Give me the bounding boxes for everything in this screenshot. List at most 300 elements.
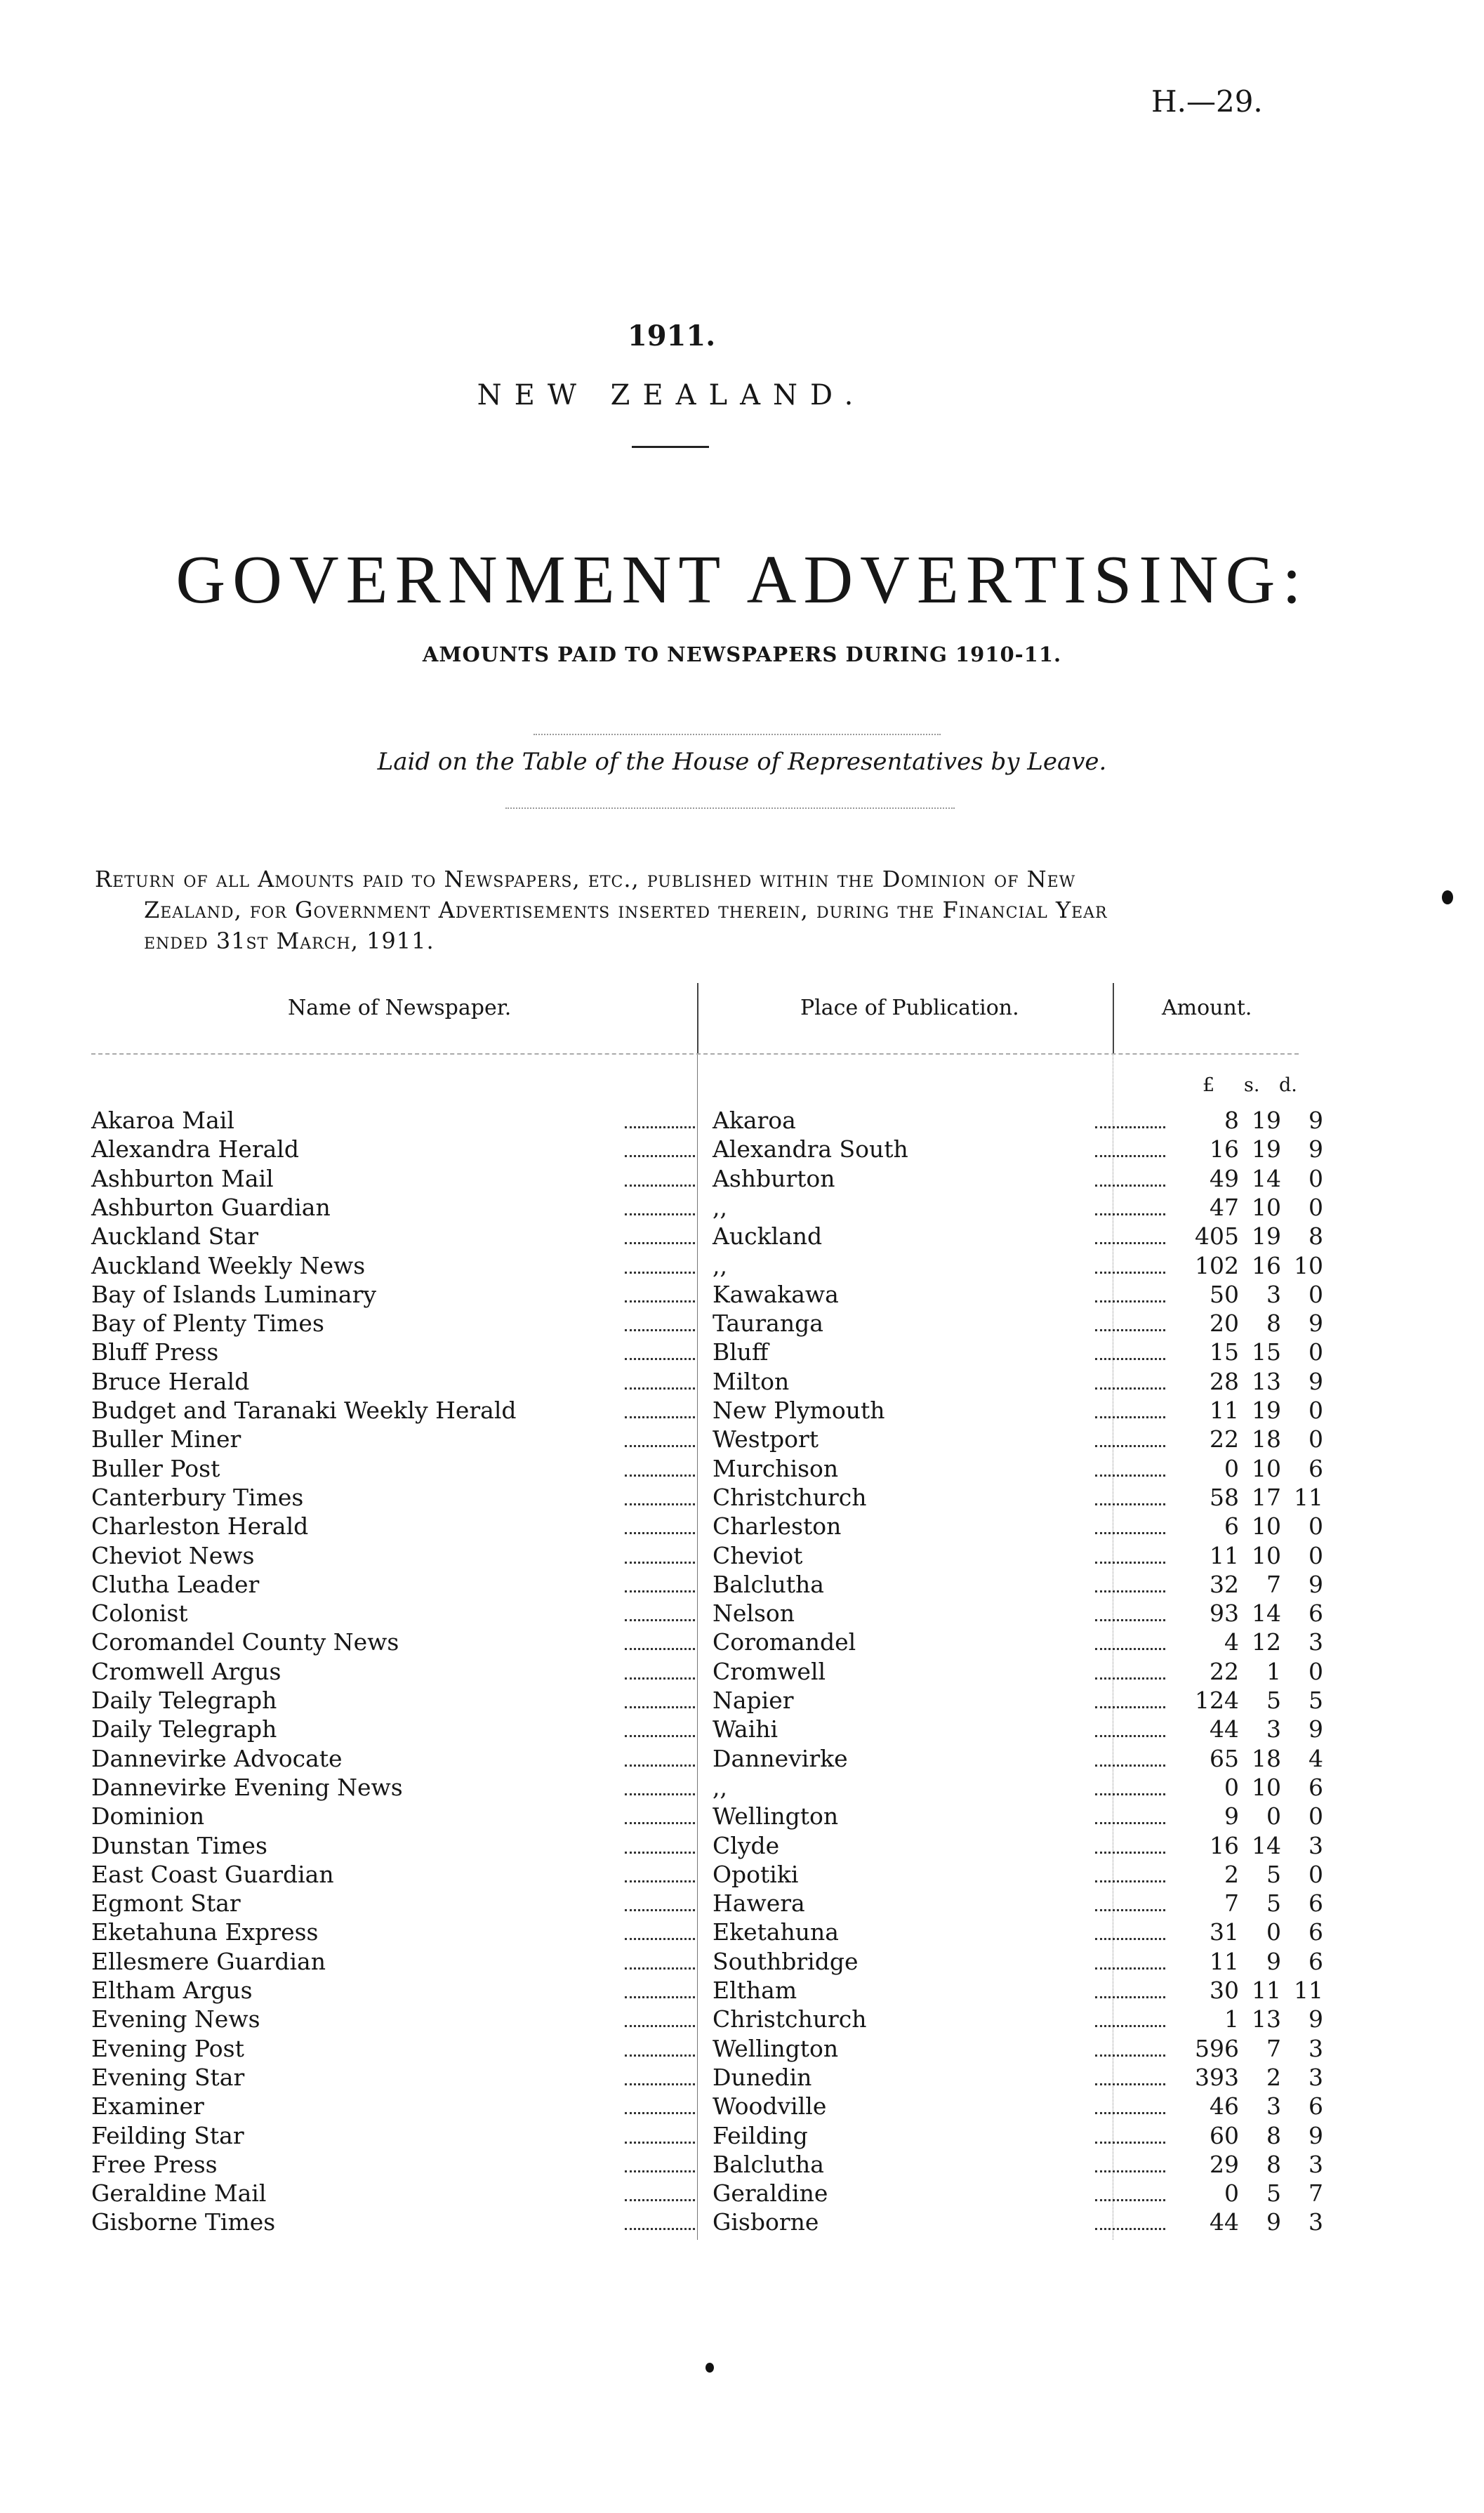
dot-leader (1095, 1222, 1165, 1251)
amount-pence: 10 (1294, 1251, 1323, 1279)
amount-shillings: 5 (1266, 1889, 1281, 1918)
newspaper-name: Dunstan Times (91, 1831, 267, 1859)
column-divider-2 (1113, 983, 1114, 1053)
table-row (91, 1570, 1323, 1599)
amount-pounds: 9 (1224, 1802, 1239, 1831)
document-year: 1911. (627, 319, 716, 352)
dot-leader (625, 1251, 709, 1280)
place-of-publication: Geraldine (713, 2179, 828, 2208)
amount-shillings: 3 (1266, 1715, 1281, 1743)
header-place-of-publication: Place of Publication. (800, 996, 1019, 1020)
amount-pounds: 49 (1210, 1164, 1239, 1192)
dot-leader (625, 1599, 709, 1628)
amount-pounds: 22 (1210, 1657, 1239, 1685)
amount-pounds: 20 (1210, 1310, 1239, 1338)
amount-pence: 0 (1309, 1512, 1323, 1541)
dot-leader (625, 1773, 709, 1802)
dot-leader (1095, 1570, 1165, 1599)
amount-shillings: 19 (1252, 1107, 1281, 1134)
newspaper-name: Egmont Star (91, 1889, 241, 1918)
table-row (91, 1309, 1323, 1338)
place-of-publication: Kawakawa (713, 1280, 839, 1308)
newspaper-name: Charleston Herald (91, 1512, 309, 1541)
place-of-publication: Clyde (713, 1831, 780, 1859)
dot-leader (625, 1686, 709, 1715)
dot-leader (625, 1657, 709, 1686)
amount-pounds: 28 (1210, 1367, 1239, 1395)
dot-leader (625, 1483, 709, 1512)
amount-shillings: 7 (1266, 1570, 1281, 1598)
page-title: GOVERNMENT ADVERTISING: (175, 542, 1309, 618)
amount-shillings: 9 (1266, 2208, 1281, 2236)
table-row (91, 2208, 1323, 2236)
return-line-2: Zealand, for Government Advertisements inserted therein, during the Financial Year (144, 897, 1108, 923)
newspaper-name: Dannevirke Advocate (91, 1744, 343, 1772)
amount-pounds: 30 (1210, 1977, 1239, 2004)
money-unit-pounds: £ (1203, 1074, 1215, 1096)
dot-leader (1095, 1860, 1165, 1889)
dot-leader (625, 2034, 709, 2063)
amount-shillings: 18 (1252, 1425, 1281, 1453)
short-rule (632, 446, 709, 448)
amount-pence: 9 (1309, 1715, 1323, 1743)
table-row (91, 2150, 1323, 2179)
place-of-publication: Gisborne (713, 2208, 819, 2236)
dot-leader (625, 1309, 709, 1338)
dot-leader (625, 2150, 709, 2179)
amount-pounds: 22 (1210, 1425, 1239, 1453)
table-row (91, 1396, 1323, 1425)
dot-leader (1095, 1657, 1165, 1686)
amount-shillings: 13 (1252, 2005, 1281, 2033)
amount-shillings: 10 (1252, 1541, 1281, 1569)
money-unit-shillings: s. (1244, 1074, 1260, 1096)
place-of-publication: Christchurch (713, 1483, 867, 1511)
dot-leader (625, 2092, 709, 2120)
amount-pounds: 11 (1210, 1541, 1239, 1569)
amount-pounds: 16 (1210, 1135, 1239, 1163)
dot-leader (1095, 1135, 1165, 1163)
newspaper-name: Gisborne Times (91, 2208, 276, 2236)
dot-leader (1095, 1454, 1165, 1483)
amount-pence: 0 (1309, 1860, 1323, 1888)
amount-shillings: 10 (1252, 1773, 1281, 1801)
place-of-publication: Feilding (713, 2121, 808, 2149)
amount-shillings: 14 (1252, 1164, 1281, 1192)
amount-pounds: 2 (1224, 1860, 1239, 1888)
newspaper-name: Examiner (91, 2092, 204, 2120)
place-of-publication: Milton (713, 1367, 790, 1395)
amount-pence: 6 (1309, 1947, 1323, 1975)
amount-pounds: 31 (1210, 1918, 1239, 1946)
amount-shillings: 10 (1252, 1193, 1281, 1221)
dot-leader (625, 1802, 709, 1831)
dot-leader (625, 1715, 709, 1743)
amount-shillings: 0 (1266, 1918, 1281, 1946)
dot-leader (1095, 1541, 1165, 1570)
table-row (91, 2121, 1323, 2150)
dot-leader (625, 1338, 709, 1366)
amount-shillings: 8 (1266, 2150, 1281, 2178)
newspaper-name: Colonist (91, 1600, 188, 1628)
dot-leader (625, 2063, 709, 2092)
dot-leader (625, 2005, 709, 2033)
amount-pence: 11 (1294, 1483, 1323, 1511)
dot-leader (625, 2179, 709, 2208)
amount-pounds: 6 (1224, 1512, 1239, 1541)
place-of-publication: Wellington (713, 1802, 839, 1831)
amount-shillings: 8 (1266, 1310, 1281, 1338)
table-row (91, 1367, 1323, 1396)
place-of-publication: Hawera (713, 1889, 805, 1918)
dot-leader (1095, 1918, 1165, 1946)
table-row (91, 1222, 1323, 1251)
newspaper-name: Auckland Weekly News (91, 1251, 366, 1279)
amount-pence: 0 (1309, 1397, 1323, 1424)
newspaper-name: Canterbury Times (91, 1483, 304, 1511)
amount-shillings: 15 (1252, 1338, 1281, 1366)
newspaper-name: Auckland Star (91, 1222, 258, 1251)
amount-pounds: 0 (1224, 1773, 1239, 1801)
dot-leader (625, 1541, 709, 1570)
place-of-publication: Charleston (713, 1512, 842, 1541)
dot-leader (1095, 1512, 1165, 1541)
dot-leader (625, 1744, 709, 1773)
dot-leader (1095, 1280, 1165, 1309)
amount-pounds: 124 (1195, 1687, 1239, 1714)
amount-pence: 0 (1309, 1164, 1323, 1192)
table-row (91, 1541, 1323, 1570)
table-row (91, 1106, 1323, 1135)
dot-leader (625, 1512, 709, 1541)
dot-leader (1095, 1106, 1165, 1135)
dot-leader (1095, 1947, 1165, 1976)
newspaper-name: Cromwell Argus (91, 1657, 281, 1685)
table-row (91, 1657, 1323, 1686)
return-line-3: ended 31st March, 1911. (144, 928, 435, 954)
amount-shillings: 1 (1266, 1657, 1281, 1685)
dot-leader (625, 1889, 709, 1918)
amount-pounds: 65 (1210, 1744, 1239, 1772)
place-of-publication: ,, (713, 1193, 727, 1221)
amount-pounds: 7 (1224, 1889, 1239, 1918)
newspaper-name: Budget and Taranaki Weekly Herald (91, 1397, 517, 1424)
amount-pence: 9 (1309, 1135, 1323, 1163)
place-of-publication: Murchison (713, 1454, 839, 1482)
amount-pounds: 11 (1210, 1947, 1239, 1975)
amount-pounds: 16 (1210, 1831, 1239, 1859)
amount-pence: 7 (1309, 2179, 1323, 2208)
dot-leader (625, 1280, 709, 1309)
amount-pounds: 393 (1195, 2063, 1239, 2091)
newspaper-name: Coromandel County News (91, 1628, 399, 1656)
amount-pounds: 15 (1210, 1338, 1239, 1366)
amount-shillings: 5 (1266, 2179, 1281, 2208)
divider-top (534, 734, 941, 735)
dot-leader (625, 2208, 709, 2236)
amount-shillings: 12 (1252, 1628, 1281, 1656)
dot-leader (625, 2121, 709, 2150)
country-heading: NEW ZEALAND. (477, 379, 866, 411)
dot-leader (1095, 1396, 1165, 1425)
table-row (91, 1512, 1323, 1541)
table-row (91, 1338, 1323, 1366)
amount-pence: 0 (1309, 1425, 1323, 1453)
amount-pence: 0 (1309, 1802, 1323, 1831)
place-of-publication: Alexandra South (713, 1135, 908, 1163)
amount-pence: 6 (1309, 2092, 1323, 2120)
place-of-publication: Waihi (713, 1715, 779, 1743)
place-of-publication: Dunedin (713, 2063, 812, 2091)
amount-pounds: 93 (1210, 1600, 1239, 1628)
place-of-publication: Cheviot (713, 1541, 803, 1569)
newspaper-name: Akaroa Mail (91, 1107, 234, 1134)
amount-pounds: 47 (1210, 1193, 1239, 1221)
amount-pence: 6 (1309, 1773, 1323, 1801)
amount-shillings: 14 (1252, 1831, 1281, 1859)
amount-pounds: 8 (1224, 1107, 1239, 1134)
amount-pence: 3 (1309, 2150, 1323, 2178)
dot-leader (1095, 1164, 1165, 1193)
amount-pence: 6 (1309, 1600, 1323, 1628)
dot-leader (1095, 1483, 1165, 1512)
amount-shillings: 5 (1266, 1860, 1281, 1888)
amount-shillings: 10 (1252, 1512, 1281, 1541)
newspaper-name: Ashburton Guardian (91, 1193, 331, 1221)
newspaper-name: Ellesmere Guardian (91, 1947, 326, 1975)
header-name-of-newspaper: Name of Newspaper. (288, 996, 512, 1020)
amount-shillings: 3 (1266, 1280, 1281, 1308)
dot-leader (625, 1396, 709, 1425)
dot-leader (1095, 2005, 1165, 2033)
money-unit-pence: d. (1279, 1074, 1297, 1096)
amount-shillings: 0 (1266, 1802, 1281, 1831)
amount-pence: 5 (1309, 1687, 1323, 1714)
place-of-publication: Balclutha (713, 2150, 824, 2178)
amount-pence: 0 (1309, 1338, 1323, 1366)
dot-leader (625, 1976, 709, 2005)
amount-shillings: 16 (1252, 1251, 1281, 1279)
place-of-publication: Westport (713, 1425, 819, 1453)
return-description (95, 864, 1309, 956)
amount-shillings: 19 (1252, 1135, 1281, 1163)
table-row (91, 2005, 1323, 2033)
dot-leader (625, 1367, 709, 1396)
dot-leader (625, 1425, 709, 1453)
amount-pence: 9 (1309, 2121, 1323, 2149)
header-rule (91, 1053, 1299, 1055)
dot-leader (1095, 2092, 1165, 2120)
place-of-publication: Southbridge (713, 1947, 859, 1975)
newspaper-name: Ashburton Mail (91, 1164, 274, 1192)
newspaper-name: Bay of Plenty Times (91, 1310, 324, 1338)
dot-leader (1095, 1976, 1165, 2005)
amount-shillings: 18 (1252, 1744, 1281, 1772)
dot-leader (1095, 1193, 1165, 1222)
laid-on-table-note: Laid on the Table of the House of Representatives by Leave. (377, 748, 1107, 776)
table-row (91, 1135, 1323, 1163)
table-row (91, 1947, 1323, 1976)
amount-pounds: 44 (1210, 2208, 1239, 2236)
table-row (91, 1918, 1323, 1946)
newspaper-name: Buller Post (91, 1454, 220, 1482)
amount-pounds: 60 (1210, 2121, 1239, 2149)
dot-leader (625, 1164, 709, 1193)
amount-pounds: 405 (1195, 1222, 1239, 1251)
table-row (91, 2179, 1323, 2208)
amount-pounds: 58 (1210, 1483, 1239, 1511)
dot-leader (1095, 1338, 1165, 1366)
dot-leader (1095, 2121, 1165, 2150)
return-line-1: Return of all Amounts paid to Newspapers, etc., published within the Dominion of New (95, 866, 1076, 892)
amount-pence: 0 (1309, 1541, 1323, 1569)
amount-shillings: 11 (1252, 1977, 1281, 2004)
amount-shillings: 17 (1252, 1483, 1281, 1511)
dot-leader (1095, 2034, 1165, 2063)
amount-pence: 3 (1309, 2034, 1323, 2062)
amount-shillings: 2 (1266, 2063, 1281, 2091)
header-amount: Amount. (1162, 996, 1252, 1020)
amount-pence: 8 (1309, 1222, 1323, 1251)
amount-pence: 4 (1309, 1744, 1323, 1772)
amount-pence: 3 (1309, 2063, 1323, 2091)
amount-pounds: 46 (1210, 2092, 1239, 2120)
table-row (91, 1483, 1323, 1512)
dot-leader (625, 1947, 709, 1976)
document-reference: H.—29. (1151, 84, 1263, 119)
amount-shillings: 13 (1252, 1367, 1281, 1395)
place-of-publication: Dannevirke (713, 1744, 848, 1772)
newspaper-name: Daily Telegraph (91, 1715, 277, 1743)
table-row (91, 1251, 1323, 1280)
dot-leader (1095, 1831, 1165, 1860)
table-row (91, 1454, 1323, 1483)
amount-shillings: 19 (1252, 1222, 1281, 1251)
newspaper-name: Geraldine Mail (91, 2179, 267, 2208)
newspaper-name: Bluff Press (91, 1338, 219, 1366)
table-row (91, 1831, 1323, 1860)
place-of-publication: Tauranga (713, 1310, 823, 1338)
newspaper-name: Evening News (91, 2005, 260, 2033)
table-row (91, 1193, 1323, 1222)
amount-pounds: 0 (1224, 2179, 1239, 2208)
margin-bullet-icon (1442, 890, 1453, 904)
dot-leader (1095, 1686, 1165, 1715)
amount-pence: 6 (1309, 1454, 1323, 1482)
amount-pounds: 1 (1224, 2005, 1239, 2033)
place-of-publication: Christchurch (713, 2005, 867, 2033)
table-row (91, 1628, 1323, 1656)
newspaper-name: Daily Telegraph (91, 1687, 277, 1714)
amount-pounds: 11 (1210, 1397, 1239, 1424)
dot-leader (1095, 1628, 1165, 1656)
amount-pence: 9 (1309, 1107, 1323, 1134)
amount-pence: 6 (1309, 1918, 1323, 1946)
table-row (91, 1889, 1323, 1918)
amount-shillings: 8 (1266, 2121, 1281, 2149)
place-of-publication: Wellington (713, 2034, 839, 2062)
amount-pounds: 102 (1195, 1251, 1239, 1279)
dot-leader (625, 1106, 709, 1135)
dot-leader (625, 1860, 709, 1889)
amount-shillings: 5 (1266, 1687, 1281, 1714)
dot-leader (625, 1135, 709, 1163)
amount-pounds: 44 (1210, 1715, 1239, 1743)
table-row (91, 1976, 1323, 2005)
place-of-publication: Balclutha (713, 1570, 824, 1598)
newspaper-name: Eltham Argus (91, 1977, 253, 2004)
column-divider-1 (697, 983, 698, 1053)
page-subtitle: AMOUNTS PAID TO NEWSPAPERS DURING 1910-11. (422, 642, 1062, 666)
newspaper-name: Bay of Islands Luminary (91, 1280, 376, 1308)
table-row (91, 1860, 1323, 1889)
place-of-publication: Ashburton (713, 1164, 835, 1192)
newspaper-name: Dannevirke Evening News (91, 1773, 403, 1801)
place-of-publication: New Plymouth (713, 1397, 885, 1424)
amount-shillings: 7 (1266, 2034, 1281, 2062)
dot-leader (625, 1222, 709, 1251)
dot-leader (1095, 1802, 1165, 1831)
dot-leader (1095, 1715, 1165, 1743)
dot-leader (1095, 1425, 1165, 1453)
amount-pence: 3 (1309, 1628, 1323, 1656)
amount-pounds: 29 (1210, 2150, 1239, 2178)
amount-pounds: 32 (1210, 1570, 1239, 1598)
amount-shillings: 3 (1266, 2092, 1281, 2120)
table-row (91, 1280, 1323, 1309)
amount-shillings: 14 (1252, 1600, 1281, 1628)
dot-leader (1095, 2179, 1165, 2208)
table-row (91, 2063, 1323, 2092)
dot-leader (625, 1454, 709, 1483)
table-row (91, 1425, 1323, 1453)
place-of-publication: Bluff (713, 1338, 769, 1366)
amount-pence: 9 (1309, 2005, 1323, 2033)
amount-pence: 11 (1294, 1977, 1323, 2004)
dot-leader (625, 1570, 709, 1599)
amount-shillings: 19 (1252, 1397, 1281, 1424)
amount-pounds: 596 (1195, 2034, 1239, 2062)
place-of-publication: Eltham (713, 1977, 797, 2004)
dot-leader (625, 1831, 709, 1860)
table-row (91, 1773, 1323, 1802)
newspaper-name: Alexandra Herald (91, 1135, 299, 1163)
table-row (91, 1599, 1323, 1628)
table-row (91, 1715, 1323, 1743)
newspaper-name: Free Press (91, 2150, 218, 2178)
place-of-publication: ,, (713, 1773, 727, 1801)
place-of-publication: ,, (713, 1251, 727, 1279)
amount-shillings: 10 (1252, 1454, 1281, 1482)
place-of-publication: Woodville (713, 2092, 827, 2120)
dot-leader (1095, 1773, 1165, 1802)
dot-leader (1095, 1889, 1165, 1918)
dot-leader (1095, 2150, 1165, 2179)
amount-pence: 9 (1309, 1367, 1323, 1395)
amount-pence: 0 (1309, 1280, 1323, 1308)
newspaper-name: Clutha Leader (91, 1570, 260, 1598)
newspaper-name: Evening Post (91, 2034, 244, 2062)
table-row (91, 1802, 1323, 1831)
newspaper-name: Feilding Star (91, 2121, 244, 2149)
table-row (91, 1164, 1323, 1193)
dot-leader (1095, 1599, 1165, 1628)
table-row (91, 2092, 1323, 2120)
place-of-publication: Cromwell (713, 1657, 826, 1685)
dot-leader (1095, 2063, 1165, 2092)
table-row (91, 2034, 1323, 2063)
amount-pence: 3 (1309, 2208, 1323, 2236)
